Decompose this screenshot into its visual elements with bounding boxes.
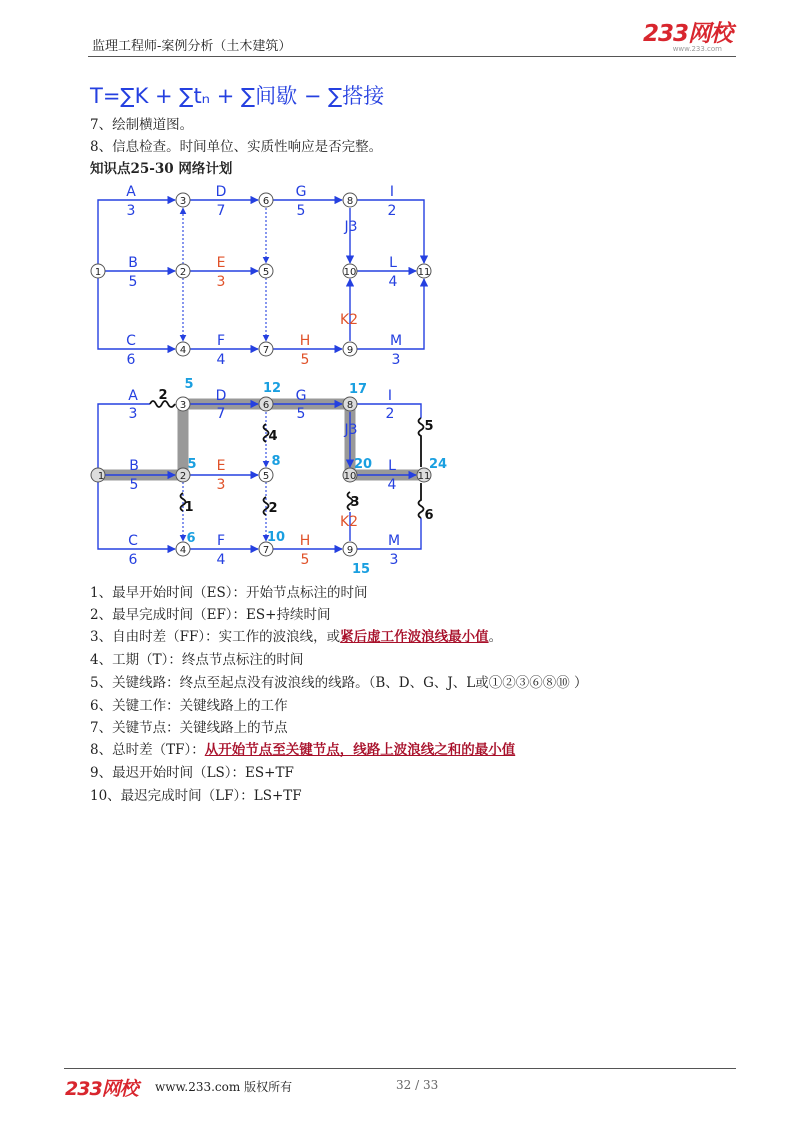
node-5: 5 xyxy=(262,267,270,278)
activity-duration: 7 xyxy=(216,203,226,219)
free-float-value: 2 xyxy=(158,388,168,403)
free-float-value: 1 xyxy=(184,500,194,515)
activity-label: G xyxy=(295,388,307,404)
activity-label: M xyxy=(389,333,403,349)
activity-duration: 3 xyxy=(391,352,401,368)
activity-duration: 6 xyxy=(128,552,138,568)
node-time: 5 xyxy=(187,457,197,472)
definition-emphasis: 从开始节点至关键节点，线路上波浪线之和的最小值 xyxy=(204,742,516,758)
node-time: 20 xyxy=(353,457,373,472)
node-time: 17 xyxy=(348,382,368,397)
free-float-value: 6 xyxy=(424,508,434,523)
activity-label: C xyxy=(126,333,136,349)
activity-label: D xyxy=(215,184,227,200)
definition-text: 8、总时差（TF）： xyxy=(90,742,205,758)
free-float-value: 3 xyxy=(350,495,360,510)
duration-formula: T=∑K + ∑tₙ + ∑间歇 − ∑搭接 xyxy=(90,84,385,108)
step-7: 7、绘制横道图。 xyxy=(90,117,194,133)
node-9: 9 xyxy=(346,345,354,356)
definition-item: 1、最早开始时间（ES）：开始节点标注的时间 xyxy=(90,585,368,601)
definition-item: 7、关键节点：关键线路上的节点 xyxy=(90,720,288,736)
activity-label: I xyxy=(387,388,393,404)
activity-duration: 3 xyxy=(126,203,136,219)
footer-divider xyxy=(64,1068,736,1069)
free-float-value: 5 xyxy=(424,419,434,434)
activity-label: M xyxy=(387,533,401,549)
network-diagram-original xyxy=(91,184,431,368)
node-6: 6 xyxy=(262,400,270,411)
footer-logo: 233网校 xyxy=(65,1078,138,1100)
activity-label: F xyxy=(216,533,226,549)
node-2: 2 xyxy=(179,267,187,278)
header-logo-url: www.233.com xyxy=(672,45,722,53)
definition-item: 4、工期（T）：终点节点标注的时间 xyxy=(90,652,304,668)
definition-item xyxy=(90,628,502,646)
node-4: 4 xyxy=(179,345,187,356)
node-8: 8 xyxy=(346,400,354,411)
node-time: 12 xyxy=(262,381,282,396)
activity-label: J3 xyxy=(344,422,358,438)
activity-duration: 4 xyxy=(216,552,226,568)
node-time: 5 xyxy=(184,377,194,392)
activity-duration: 7 xyxy=(216,406,226,422)
definition-tail: 。 xyxy=(488,629,503,645)
activity-label: G xyxy=(295,184,307,200)
activity-duration: 5 xyxy=(129,477,139,493)
definition-item: 9、最迟开始时间（LS）：ES+TF xyxy=(90,765,294,781)
activity-label: K2 xyxy=(339,514,359,530)
activity-duration: 4 xyxy=(216,352,226,368)
node-7: 7 xyxy=(262,545,270,556)
node-11: 11 xyxy=(417,267,431,278)
definition-item: 5、关键线路：终点至起点没有波浪线的线路。（B、D、G、J、L或①②③⑥⑧⑩ ） xyxy=(90,675,588,691)
activity-duration: 5 xyxy=(300,552,310,568)
activity-duration: 5 xyxy=(296,203,306,219)
node-time: 24 xyxy=(428,457,448,472)
activity-label: E xyxy=(216,255,226,271)
node-time: 8 xyxy=(271,454,281,469)
knowledge-point-title: 知识点25-30 网络计划 xyxy=(90,161,233,177)
activity-duration: 4 xyxy=(387,477,397,493)
activity-duration: 3 xyxy=(216,274,226,290)
page-number: 32 / 33 xyxy=(396,1078,439,1092)
node-5: 5 xyxy=(262,471,270,482)
activity-label: B xyxy=(129,458,139,474)
activity-label: K2 xyxy=(339,312,359,328)
node-time: 6 xyxy=(186,531,196,546)
activity-duration: 3 xyxy=(128,406,138,422)
activity-label: F xyxy=(216,333,226,349)
node-3: 3 xyxy=(179,400,187,411)
definition-item: 10、最迟完成时间（LF）：LS+TF xyxy=(90,788,302,804)
activity-label: A xyxy=(126,184,136,200)
activity-label: E xyxy=(216,458,226,474)
activity-label: L xyxy=(388,458,396,474)
free-float-value: 2 xyxy=(268,501,278,516)
definition-item: 2、最早完成时间（EF）：ES+持续时间 xyxy=(90,607,331,623)
step-8: 8、信息检查。时间单位、实质性响应是否完整。 xyxy=(90,139,383,155)
activity-label: C xyxy=(128,533,138,549)
activity-label: D xyxy=(215,388,227,404)
activity-label: A xyxy=(128,388,138,404)
node-10: 10 xyxy=(343,267,357,278)
definition-emphasis: 紧后虚工作波浪线最小值 xyxy=(340,629,489,645)
activity-duration: 4 xyxy=(388,274,398,290)
node-10: 10 xyxy=(343,471,357,482)
footer-copyright: www.233.com 版权所有 xyxy=(155,1080,293,1094)
activity-label: H xyxy=(299,333,311,349)
node-6: 6 xyxy=(262,196,270,207)
node-4: 4 xyxy=(179,545,187,556)
activity-label: L xyxy=(389,255,397,271)
activity-label: I xyxy=(389,184,395,200)
activity-duration: 2 xyxy=(387,203,397,219)
definition-item: 6、关键工作：关键线路上的工作 xyxy=(90,698,288,714)
definition-item xyxy=(90,741,515,759)
activity-duration: 6 xyxy=(126,352,136,368)
header-logo: 233网校 xyxy=(642,21,732,47)
node-9: 9 xyxy=(346,545,354,556)
node-1: 1 xyxy=(97,471,105,482)
node-time: 15 xyxy=(351,562,371,577)
node-7: 7 xyxy=(262,345,270,356)
activity-label: B xyxy=(128,255,138,271)
activity-duration: 5 xyxy=(300,352,310,368)
activity-duration: 5 xyxy=(128,274,138,290)
network-diagram-annotated xyxy=(91,377,447,577)
activity-label: J3 xyxy=(344,219,358,235)
activity-duration: 2 xyxy=(385,406,395,422)
definition-text: 3、自由时差（FF）：实工作的波浪线，或 xyxy=(90,629,341,645)
node-2: 2 xyxy=(179,471,187,482)
node-3: 3 xyxy=(179,196,187,207)
activity-duration: 3 xyxy=(389,552,399,568)
activity-duration: 5 xyxy=(296,406,306,422)
activity-duration: 3 xyxy=(216,477,226,493)
free-float-value: 4 xyxy=(268,429,278,444)
activity-label: H xyxy=(299,533,311,549)
critical-path xyxy=(98,404,424,475)
node-11: 11 xyxy=(417,471,431,482)
header-title: 监理工程师-案例分析（土木建筑） xyxy=(92,39,292,54)
node-1: 1 xyxy=(94,267,102,278)
node-8: 8 xyxy=(346,196,354,207)
node-time: 10 xyxy=(266,530,286,545)
